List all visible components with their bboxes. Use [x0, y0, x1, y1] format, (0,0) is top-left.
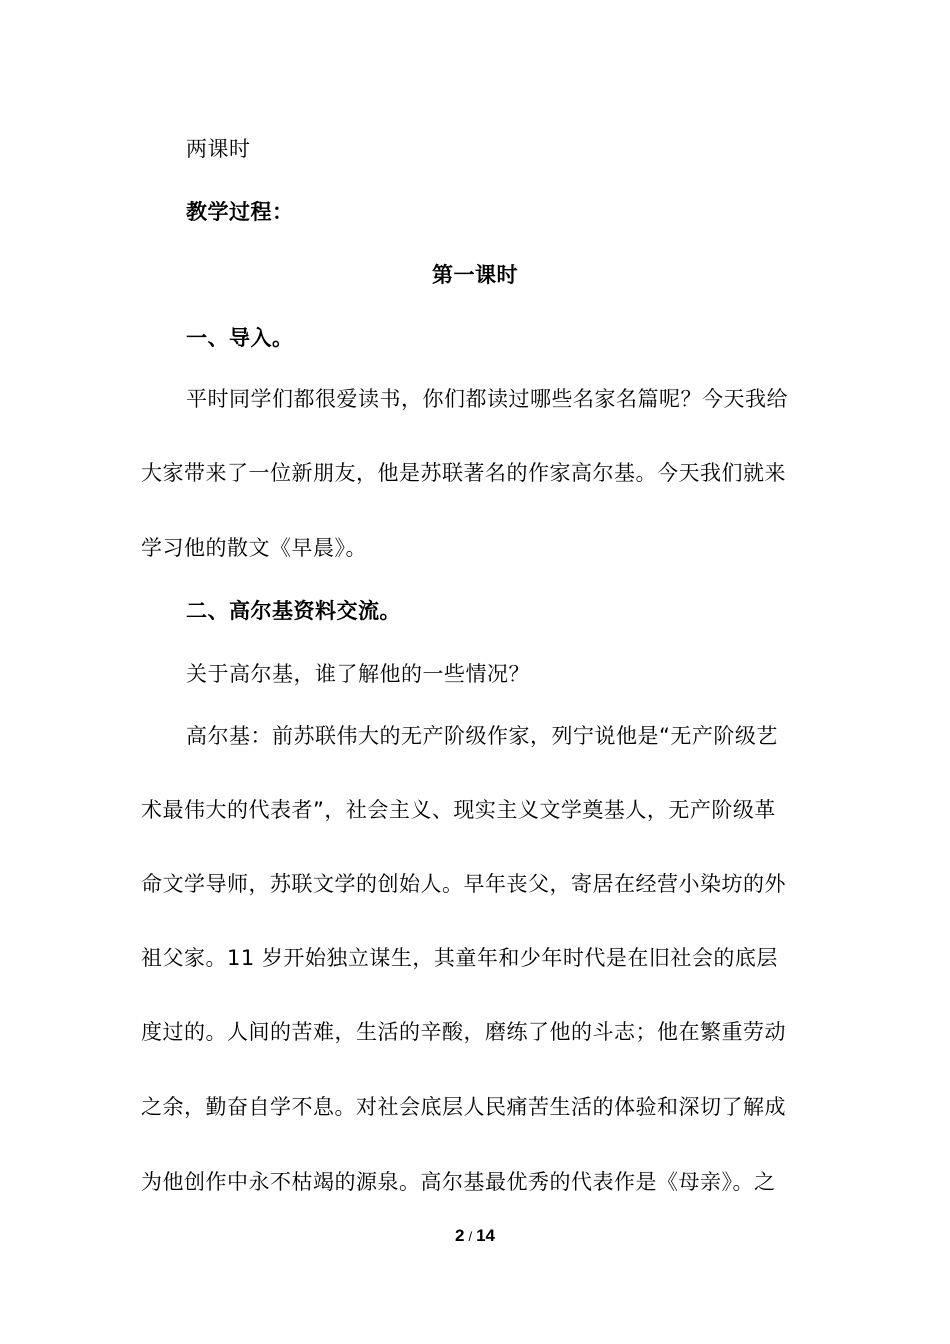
current-page-number: 2	[454, 1226, 465, 1245]
section2-heading: 二、高尔基资料交流。	[186, 599, 401, 623]
paragraph-line: 学习他的散文《早晨》。	[141, 536, 367, 560]
paragraph-line: 度过的。人间的苦难，生活的辛酸，磨练了他的斗志；他在繁重劳动	[141, 1020, 786, 1044]
paragraph-line: 大家带来了一位新朋友，他是苏联著名的作家高尔基。今天我们就来	[141, 461, 786, 485]
lesson-title: 第一课时	[432, 263, 518, 287]
class-hours-text: 两课时	[186, 137, 251, 161]
paragraph-line: 之余，勤奋自学不息。对社会底层人民痛苦生活的体验和深切了解成	[141, 1095, 786, 1119]
section1-heading: 一、导入。	[186, 326, 294, 350]
paragraph-line: 命文学导师，苏联文学的创始人。早年丧父，寄居在经营小染坊的外	[141, 872, 786, 896]
paragraph-line: 术最伟大的代表者”，社会主义、现实主义文学奠基人，无产阶级革	[141, 798, 776, 822]
page-number	[0, 1224, 950, 1249]
paragraph-line: 高尔基：前苏联伟大的无产阶级作家，列宁说他是“无产阶级艺	[186, 724, 778, 748]
paragraph-line: 祖父家。11 岁开始独立谋生，其童年和少年时代是在旧社会的底层	[141, 946, 778, 970]
total-pages-number: 14	[476, 1226, 495, 1245]
paragraph-line: 为他创作中永不枯竭的源泉。高尔基最优秀的代表作是《母亲》。之	[141, 1170, 776, 1194]
process-heading: 教学过程：	[186, 200, 294, 224]
paragraph-line: 平时同学们都很爱读书，你们都读过哪些名家名篇呢？今天我给	[186, 387, 788, 411]
page-separator: /	[468, 1229, 473, 1244]
paragraph-line: 关于高尔基，谁了解他的一些情况？	[186, 662, 530, 686]
